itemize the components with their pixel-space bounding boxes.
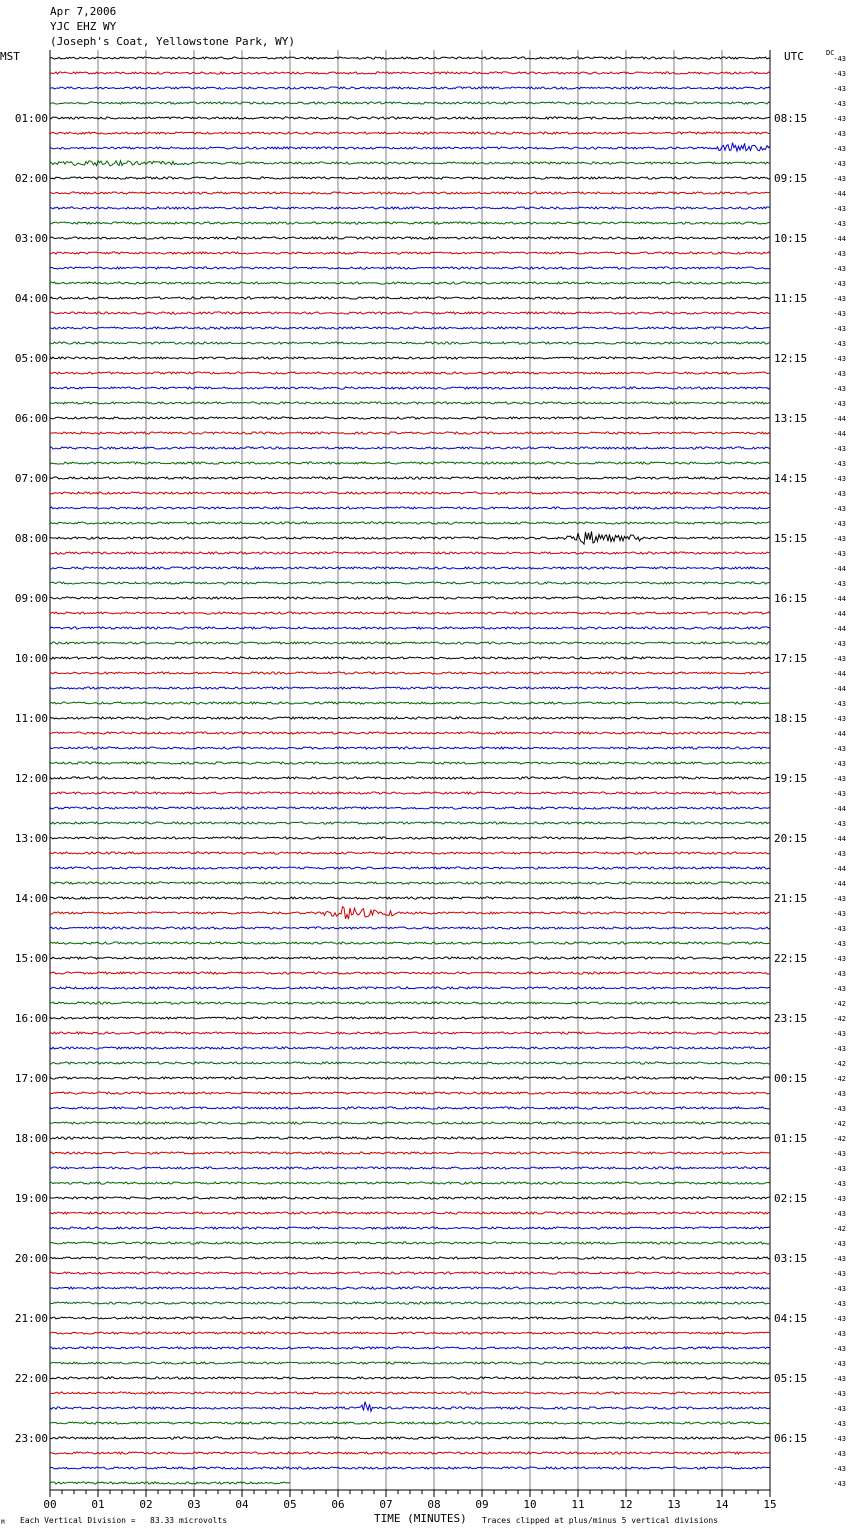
mst-hour-label: 05:00 — [14, 352, 48, 365]
trace-row — [50, 447, 770, 449]
clip-note: Traces clipped at plus/minus 5 vertical divisions — [482, 1516, 719, 1525]
trace-row — [50, 1482, 290, 1484]
dc-offset-value: -43 — [833, 520, 846, 528]
trace-row — [50, 297, 770, 299]
mst-hour-label: 12:00 — [14, 772, 48, 785]
trace-row — [50, 717, 770, 719]
trace-row — [50, 882, 770, 884]
trace-row — [50, 532, 770, 545]
utc-hour-label: 17:15 — [774, 652, 808, 665]
dc-offset-value: -43 — [833, 910, 846, 918]
mst-hour-label: 11:00 — [14, 712, 48, 725]
trace-row — [50, 177, 770, 179]
dc-offset-value: -43 — [833, 955, 846, 963]
utc-hour-label: 04:15 — [774, 1312, 808, 1325]
dc-offset-value: -43 — [833, 1150, 846, 1158]
trace-row — [50, 732, 770, 734]
trace-row — [50, 402, 770, 404]
dc-offset-value: -43 — [833, 85, 846, 93]
dc-offset-value: -42 — [833, 1000, 846, 1008]
trace-row — [50, 87, 770, 89]
dc-offset-value: -43 — [833, 985, 846, 993]
minute-gridlines — [50, 50, 770, 1490]
trace-row — [50, 192, 770, 194]
trace-row — [50, 102, 770, 104]
time-axis — [43, 1490, 776, 1511]
x-tick-label: 00 — [43, 1498, 57, 1511]
dc-offset-value: -43 — [833, 1300, 846, 1308]
dc-offset-value: -43 — [833, 745, 846, 753]
header-location: (Joseph's Coat, Yellowstone Park, WY) — [50, 35, 296, 48]
dc-offset-value: -43 — [833, 475, 846, 483]
dc-offset-value: -43 — [833, 1210, 846, 1218]
dc-offset-value: -44 — [833, 235, 846, 243]
dc-offset-value: -43 — [833, 1030, 846, 1038]
mst-hour-label: 01:00 — [14, 112, 48, 125]
trace-row — [50, 1062, 770, 1064]
dc-offset-value: -43 — [833, 1195, 846, 1203]
dc-offset-value: -43 — [833, 1330, 846, 1338]
dc-offset-value: -43 — [833, 1435, 846, 1443]
mst-hour-label: 20:00 — [14, 1252, 48, 1265]
dc-offset-value: -43 — [833, 1450, 846, 1458]
dc-offset-value: -43 — [833, 145, 846, 153]
trace-row — [50, 252, 770, 254]
dc-offset-value: -43 — [833, 505, 846, 513]
trace-row — [50, 1302, 770, 1304]
dc-offset-value: -44 — [833, 430, 846, 438]
trace-row — [50, 1107, 770, 1109]
dc-offset-value: -43 — [833, 1105, 846, 1113]
header-station: YJC EHZ WY — [50, 20, 117, 33]
utc-hour-label: 18:15 — [774, 712, 808, 725]
dc-offset-value: -43 — [833, 1390, 846, 1398]
x-tick-label: 10 — [523, 1498, 537, 1511]
dc-offset-value: -44 — [833, 190, 846, 198]
mst-hour-label: 19:00 — [14, 1192, 48, 1205]
x-axis-title: TIME (MINUTES) — [374, 1512, 467, 1525]
utc-hour-label: 03:15 — [774, 1252, 808, 1265]
header-date: Apr 7,2006 — [50, 5, 117, 18]
dc-offset-value: -43 — [833, 340, 846, 348]
dc-offset-value: -43 — [833, 1375, 846, 1383]
x-tick-label: 05 — [283, 1498, 297, 1511]
dc-offset-value: -43 — [833, 100, 846, 108]
trace-row — [50, 1122, 770, 1124]
trace-row — [50, 1032, 770, 1034]
trace-row — [50, 822, 770, 824]
trace-row — [50, 1272, 770, 1274]
dc-offset-value: -42 — [833, 1120, 846, 1128]
trace-row — [50, 1362, 770, 1364]
trace-row — [50, 342, 770, 344]
trace-row — [50, 237, 770, 239]
dc-offset-value: -43 — [833, 940, 846, 948]
dc-offset-value: -43 — [833, 1480, 846, 1488]
dc-offset-value: -43 — [833, 640, 846, 648]
dc-offset-value: -43 — [833, 655, 846, 663]
trace-row — [50, 1167, 770, 1169]
dc-offset-value: -43 — [833, 1420, 846, 1428]
trace-row — [50, 1212, 770, 1214]
dc-offset-value: -43 — [833, 400, 846, 408]
trace-row — [50, 207, 770, 209]
trace-row — [50, 72, 770, 74]
dc-offset-value: -44 — [833, 685, 846, 693]
dc-offset-value: -43 — [833, 1315, 846, 1323]
trace-row — [50, 907, 770, 920]
mst-hour-label: 06:00 — [14, 412, 48, 425]
trace-row — [50, 282, 770, 284]
dc-offset-value: -43 — [833, 265, 846, 273]
dc-offset-value: -43 — [833, 325, 846, 333]
trace-row — [50, 492, 770, 494]
dc-offset-value: -44 — [833, 610, 846, 618]
utc-hour-label: 01:15 — [774, 1132, 808, 1145]
trace-row — [50, 597, 770, 599]
dc-offset-value: -44 — [833, 625, 846, 633]
utc-hour-label: 06:15 — [774, 1432, 808, 1445]
dc-offset-value: -43 — [833, 310, 846, 318]
mst-hour-label: 22:00 — [14, 1372, 48, 1385]
mst-hour-label: 17:00 — [14, 1072, 48, 1085]
utc-hour-label: 19:15 — [774, 772, 808, 785]
dc-offset-value: -43 — [833, 1285, 846, 1293]
trace-row — [50, 1092, 770, 1094]
trace-row — [50, 57, 770, 59]
dc-offset-value: -43 — [833, 175, 846, 183]
trace-row — [50, 161, 770, 166]
scale-note: Each Vertical Division = 83.33 microvolts — [20, 1516, 228, 1525]
trace-row — [50, 1257, 770, 1259]
trace-row — [50, 417, 770, 419]
trace-row — [50, 852, 770, 854]
dc-offset-value: -43 — [833, 490, 846, 498]
dc-offset-value: -43 — [833, 925, 846, 933]
trace-row — [50, 357, 770, 359]
trace-row — [50, 1467, 770, 1469]
trace-row — [50, 222, 770, 224]
trace-row — [50, 387, 770, 389]
trace-row — [50, 1152, 770, 1154]
trace-row — [50, 1422, 770, 1424]
utc-hour-label: 09:15 — [774, 172, 808, 185]
utc-hour-label: 21:15 — [774, 892, 808, 905]
trace-row — [50, 327, 770, 329]
trace-row — [50, 627, 770, 629]
trace-row — [50, 747, 770, 749]
dc-offset-value: -44 — [833, 670, 846, 678]
x-tick-label: 13 — [667, 1498, 681, 1511]
dc-offset-value: -43 — [833, 970, 846, 978]
x-tick-label: 07 — [379, 1498, 393, 1511]
mst-hour-label: 21:00 — [14, 1312, 48, 1325]
dc-offset-value: -44 — [833, 730, 846, 738]
dc-offset-value: -42 — [833, 1075, 846, 1083]
trace-row — [50, 507, 770, 509]
utc-hour-label: 14:15 — [774, 472, 808, 485]
dc-offset-value: -43 — [833, 295, 846, 303]
dc-offset-value: -43 — [833, 205, 846, 213]
trace-row — [50, 1197, 770, 1199]
trace-row — [50, 642, 770, 644]
trace-row — [50, 582, 770, 584]
dc-offset-value: -43 — [833, 700, 846, 708]
dc-offset-value: -42 — [833, 1225, 846, 1233]
trace-row — [50, 837, 770, 839]
trace-row — [50, 702, 770, 704]
dc-offset-value: -43 — [833, 70, 846, 78]
trace-row — [50, 143, 770, 151]
trace-row — [50, 972, 770, 974]
dc-offset-value: -43 — [833, 820, 846, 828]
utc-hour-label: 20:15 — [774, 832, 808, 845]
trace-row — [50, 267, 770, 269]
trace-row — [50, 612, 770, 614]
dc-offset-value: -43 — [833, 55, 846, 63]
x-tick-label: 09 — [475, 1498, 489, 1511]
trace-row — [50, 1317, 770, 1319]
utc-hour-label: 00:15 — [774, 1072, 808, 1085]
utc-hour-label: 16:15 — [774, 592, 808, 605]
corner-mark: M — [1, 1519, 5, 1526]
mst-hour-label: 02:00 — [14, 172, 48, 185]
trace-row — [50, 672, 770, 674]
trace-row — [50, 792, 770, 794]
mst-hour-label: 03:00 — [14, 232, 48, 245]
dc-offset-value: -44 — [833, 880, 846, 888]
trace-row — [50, 1332, 770, 1334]
trace-row — [50, 117, 770, 119]
dc-offset-value: -44 — [833, 865, 846, 873]
trace-row — [50, 657, 770, 659]
dc-offset-header: DC — [826, 49, 835, 57]
trace-row — [50, 1002, 770, 1004]
trace-row — [50, 1047, 770, 1049]
dc-offset-value: -42 — [833, 1015, 846, 1023]
trace-row — [50, 927, 770, 929]
utc-hour-label: 22:15 — [774, 952, 808, 965]
dc-offset-value: -44 — [833, 835, 846, 843]
trace-row — [50, 567, 770, 569]
trace-row — [50, 312, 770, 314]
dc-offset-value: -43 — [833, 760, 846, 768]
trace-row — [50, 1402, 770, 1412]
mst-hour-label: 08:00 — [14, 532, 48, 545]
trace-row — [50, 762, 770, 764]
dc-offset-value: -44 — [833, 595, 846, 603]
dc-offset-value: -43 — [833, 160, 846, 168]
trace-row — [50, 687, 770, 689]
trace-row — [50, 132, 770, 134]
mst-hour-label: 18:00 — [14, 1132, 48, 1145]
dc-offset-value: -43 — [833, 250, 846, 258]
dc-offset-value: -43 — [833, 1405, 846, 1413]
dc-offset-value: -43 — [833, 220, 846, 228]
x-tick-label: 12 — [619, 1498, 633, 1511]
dc-offset-value: -43 — [833, 550, 846, 558]
utc-hour-label: 15:15 — [774, 532, 808, 545]
utc-hour-label: 08:15 — [774, 112, 808, 125]
trace-row — [50, 477, 770, 479]
trace-row — [50, 777, 770, 779]
trace-row — [50, 372, 770, 374]
dc-offset-value: -44 — [833, 805, 846, 813]
utc-hour-label: 11:15 — [774, 292, 808, 305]
dc-offset-value: -43 — [833, 1345, 846, 1353]
dc-offset-value: -43 — [833, 1090, 846, 1098]
trace-row — [50, 1242, 770, 1244]
dc-offset-value: -43 — [833, 445, 846, 453]
mst-hour-label: 09:00 — [14, 592, 48, 605]
dc-offset-value: -43 — [833, 715, 846, 723]
trace-row — [50, 522, 770, 524]
trace-row — [50, 897, 770, 899]
utc-hour-label: 02:15 — [774, 1192, 808, 1205]
trace-row — [50, 957, 770, 959]
dc-offset-value: -43 — [833, 580, 846, 588]
dc-offset-value: -43 — [833, 370, 846, 378]
mst-hour-label: 15:00 — [14, 952, 48, 965]
dc-offset-value: -43 — [833, 1255, 846, 1263]
trace-row — [50, 1077, 770, 1079]
trace-row — [50, 1347, 770, 1349]
trace-row — [50, 462, 770, 464]
mst-hour-label: 13:00 — [14, 832, 48, 845]
x-tick-label: 02 — [139, 1498, 153, 1511]
dc-offset-value: -43 — [833, 385, 846, 393]
dc-offset-value: -43 — [833, 1045, 846, 1053]
utc-hour-label: 12:15 — [774, 352, 808, 365]
dc-offset-value: -42 — [833, 1135, 846, 1143]
x-tick-label: 15 — [763, 1498, 777, 1511]
x-tick-label: 03 — [187, 1498, 201, 1511]
mst-hour-label: 16:00 — [14, 1012, 48, 1025]
mst-hour-label: 10:00 — [14, 652, 48, 665]
trace-row — [50, 1437, 770, 1439]
mst-hour-label: 23:00 — [14, 1432, 48, 1445]
dc-offset-value: -43 — [833, 355, 846, 363]
dc-offset-value: -42 — [833, 1060, 846, 1068]
dc-offset-value: -44 — [833, 565, 846, 573]
x-tick-label: 08 — [427, 1498, 441, 1511]
dc-offset-value: -43 — [833, 1270, 846, 1278]
trace-row — [50, 1227, 770, 1229]
dc-offset-value: -43 — [833, 895, 846, 903]
dc-offset-value: -43 — [833, 115, 846, 123]
x-tick-label: 11 — [571, 1498, 585, 1511]
trace-row — [50, 867, 770, 869]
x-tick-label: 14 — [715, 1498, 729, 1511]
trace-row — [50, 1182, 770, 1184]
dc-offset-value: -43 — [833, 130, 846, 138]
dc-offset-value: -43 — [833, 460, 846, 468]
trace-row — [50, 552, 770, 554]
dc-offset-value: -43 — [833, 790, 846, 798]
utc-hour-label: 23:15 — [774, 1012, 808, 1025]
mst-hour-label: 14:00 — [14, 892, 48, 905]
dc-offset-value: -43 — [833, 1240, 846, 1248]
utc-hour-label: 05:15 — [774, 1372, 808, 1385]
mst-hour-label: 07:00 — [14, 472, 48, 485]
dc-offset-value: -43 — [833, 850, 846, 858]
trace-row — [50, 987, 770, 989]
trace-row — [50, 1377, 770, 1379]
trace-row — [50, 1452, 770, 1454]
left-timezone-label: MST — [0, 50, 20, 63]
seismic-traces — [50, 57, 770, 1484]
dc-offset-value: -43 — [833, 535, 846, 543]
x-tick-label: 04 — [235, 1498, 249, 1511]
dc-offset-value: -43 — [833, 1165, 846, 1173]
x-tick-label: 06 — [331, 1498, 345, 1511]
trace-row — [50, 1137, 770, 1139]
right-timezone-label: UTC — [784, 50, 804, 63]
trace-row — [50, 1287, 770, 1289]
mst-hour-label: 04:00 — [14, 292, 48, 305]
dc-offset-value: -43 — [833, 1180, 846, 1188]
trace-row — [50, 1017, 770, 1019]
x-tick-label: 01 — [91, 1498, 105, 1511]
trace-row — [50, 807, 770, 809]
dc-offset-value: -43 — [833, 280, 846, 288]
trace-row — [50, 432, 770, 434]
dc-offset-value: -43 — [833, 775, 846, 783]
dc-offset-value: -43 — [833, 1360, 846, 1368]
trace-row — [50, 942, 770, 944]
utc-hour-label: 13:15 — [774, 412, 808, 425]
trace-row — [50, 1392, 770, 1394]
dc-offset-value: -43 — [833, 1465, 846, 1473]
dc-offset-value: -44 — [833, 415, 846, 423]
utc-hour-label: 10:15 — [774, 232, 808, 245]
